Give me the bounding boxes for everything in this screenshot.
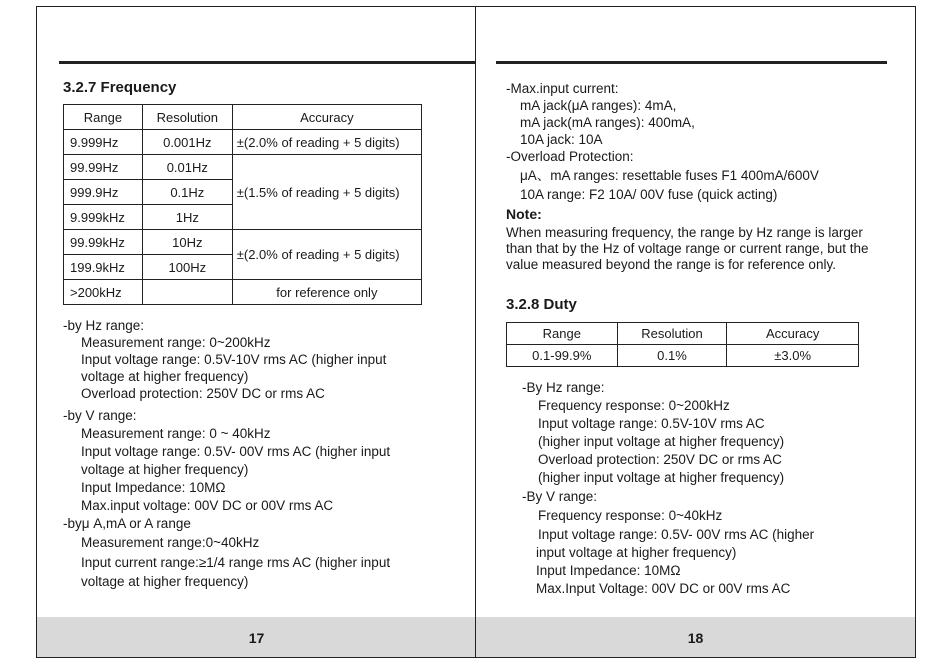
range-cell: 9.999kHz xyxy=(64,205,143,230)
table-row xyxy=(64,130,422,155)
table-row xyxy=(64,230,422,255)
spec-line: Measurement range: 0 ~ 40kHz xyxy=(81,426,271,441)
spec-line: -Max.input current: xyxy=(506,81,619,96)
resolution-cell: 0.1Hz xyxy=(142,180,232,205)
resolution-cell: 0.001Hz xyxy=(142,130,232,155)
page-number: 18 xyxy=(687,630,704,646)
spec-line: Measurement range: 0~200kHz xyxy=(81,335,271,350)
table-row xyxy=(507,345,859,367)
spec-line: mA jack(μA ranges): 4mA, xyxy=(520,98,677,113)
spec-line: Max.Input Voltage: 00V DC or 00V rms AC xyxy=(536,581,791,596)
table-header: Accuracy xyxy=(727,323,859,345)
spec-line: -By V range: xyxy=(522,489,598,504)
resolution-cell: 10Hz xyxy=(142,230,232,255)
spec-line: mA jack(mA ranges): 400mA, xyxy=(520,115,695,130)
accuracy-cell: ±(2.0% of reading + 5 digits) xyxy=(232,230,421,280)
spec-line: (higher input voltage at higher frequency) xyxy=(538,434,785,449)
table-row xyxy=(64,280,422,305)
accuracy-cell: for reference only xyxy=(232,280,421,305)
range-cell: 99.99kHz xyxy=(64,230,143,255)
range-cell: 99.99Hz xyxy=(64,155,143,180)
left-page xyxy=(36,6,477,658)
header-rule xyxy=(496,61,887,64)
note-text: When measuring frequency, the range by Hz range is larger than that by the Hz of voltage range or current range, but the value measured beyond the range is for reference only. xyxy=(506,225,869,272)
table-header: Accuracy xyxy=(232,105,421,130)
resolution-cell: 100Hz xyxy=(142,255,232,280)
table-header: Resolution xyxy=(617,323,727,345)
spec-line: 10A jack: 10A xyxy=(520,132,603,147)
spec-line: voltage at higher frequency) xyxy=(81,369,249,384)
spec-line: 10A range: F2 10A/ 00V fuse (quick acting) xyxy=(520,187,778,202)
page-number: 17 xyxy=(248,630,265,646)
spec-line: Input voltage range: 0.5V-10V rms AC (higher input xyxy=(81,352,387,367)
resolution-cell xyxy=(142,280,232,305)
range-cell: 199.9kHz xyxy=(64,255,143,280)
spec-line: -by V range: xyxy=(63,408,137,423)
spec-line: -by Hz range: xyxy=(63,318,145,333)
spec-line: input voltage at higher frequency) xyxy=(536,545,737,560)
spec-line: Measurement range:0~40kHz xyxy=(81,535,260,550)
spec-line: -By Hz range: xyxy=(522,380,605,395)
range-cell: 0.1-99.9% xyxy=(507,345,618,367)
spec-line: Input voltage range: 0.5V- 00V rms AC (higher input xyxy=(81,444,391,459)
page-footer xyxy=(476,617,915,657)
spec-line: Max.input voltage: 00V DC or 00V rms AC xyxy=(81,498,334,513)
spec-line: Overload protection: 250V DC or rms AC xyxy=(81,386,325,401)
page-footer xyxy=(37,617,476,657)
spec-line: (higher input voltage at higher frequency) xyxy=(538,470,785,485)
spec-line: Input current range:≥1/4 range rms AC (higher input xyxy=(81,555,391,570)
section-heading-frequency: 3.2.7 Frequency xyxy=(63,79,177,96)
range-cell: 999.9Hz xyxy=(64,180,143,205)
table-header: Range xyxy=(64,105,143,130)
header-rule xyxy=(59,61,475,64)
spec-line: μA、mA ranges: resettable fuses F1 400mA/600V xyxy=(520,168,819,183)
resolution-cell: 0.1% xyxy=(617,345,727,367)
frequency-table xyxy=(63,104,422,305)
duty-table xyxy=(506,322,859,367)
spec-line: Frequency response: 0~200kHz xyxy=(538,398,730,413)
accuracy-cell: ±(2.0% of reading + 5 digits) xyxy=(232,130,421,155)
spec-line: Input voltage range: 0.5V-10V rms AC xyxy=(538,416,765,431)
range-cell: 9.999Hz xyxy=(64,130,143,155)
right-page xyxy=(475,6,916,658)
note-title: Note: xyxy=(506,206,542,222)
accuracy-cell: ±(1.5% of reading + 5 digits) xyxy=(232,155,421,230)
spec-line: Input Impedance: 10MΩ xyxy=(81,480,226,495)
spec-line: voltage at higher frequency) xyxy=(81,462,249,477)
table-header: Range xyxy=(507,323,618,345)
accuracy-cell: ±3.0% xyxy=(727,345,859,367)
section-heading-duty: 3.2.8 Duty xyxy=(506,296,577,313)
spec-line: -byμ A,mA or A range xyxy=(63,516,191,531)
resolution-cell: 1Hz xyxy=(142,205,232,230)
table-row xyxy=(64,155,422,180)
spec-line: Frequency response: 0~40kHz xyxy=(538,508,723,523)
range-cell: >200kHz xyxy=(64,280,143,305)
spec-line: voltage at higher frequency) xyxy=(81,574,249,589)
table-header: Resolution xyxy=(142,105,232,130)
spec-line: -Overload Protection: xyxy=(506,149,634,164)
spec-line: Input Impedance: 10MΩ xyxy=(536,563,681,578)
resolution-cell: 0.01Hz xyxy=(142,155,232,180)
spec-line: Overload protection: 250V DC or rms AC xyxy=(538,452,782,467)
spec-line: Input voltage range: 0.5V- 00V rms AC (higher xyxy=(538,527,815,542)
